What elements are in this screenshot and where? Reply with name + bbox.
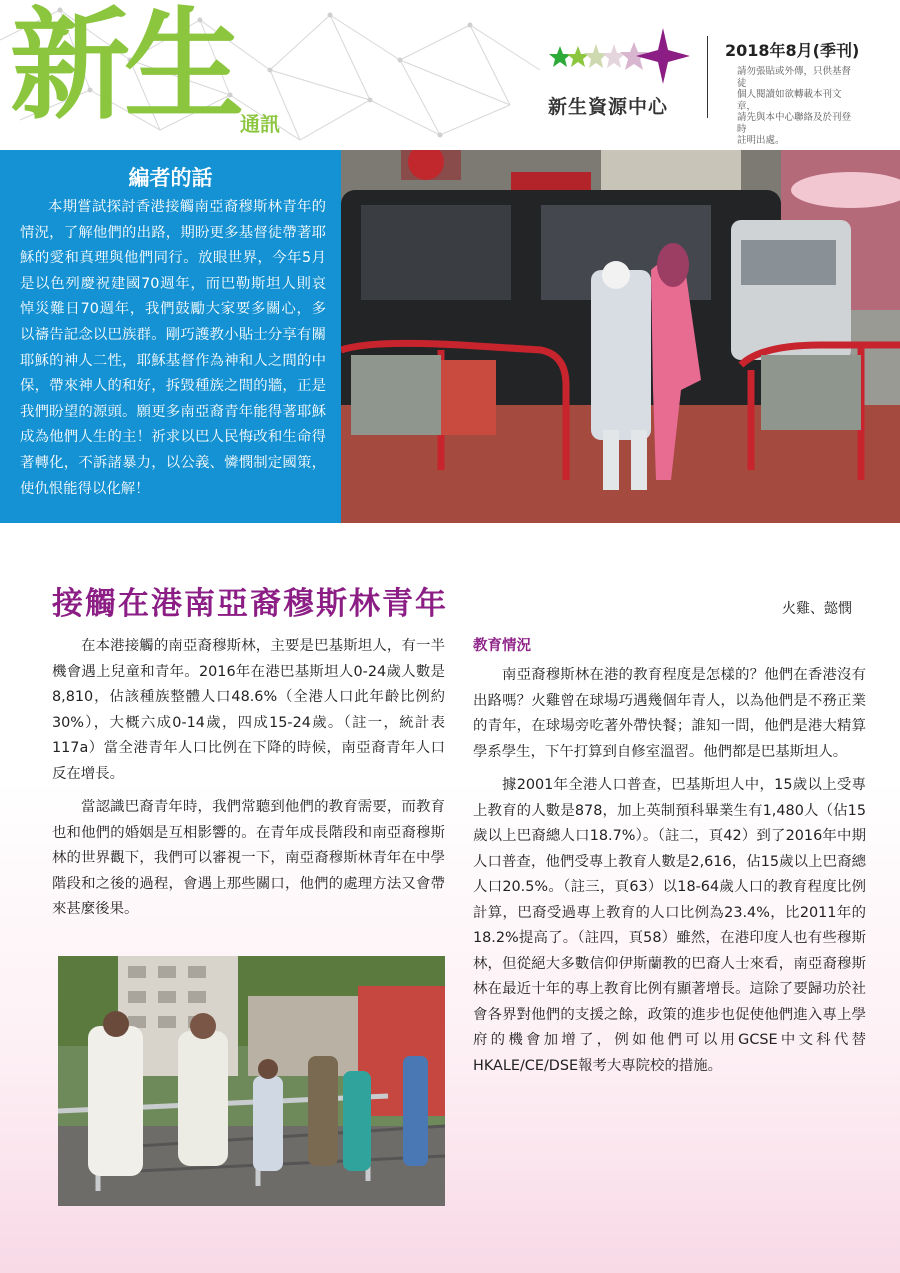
- header-divider: [707, 36, 708, 118]
- notice-line: 個人閱讀如欲轉載本刊文章，: [737, 89, 842, 112]
- masthead: [0, 0, 900, 150]
- editor-note-box: [0, 150, 341, 523]
- article-paragraph: 南亞裔穆斯林在港的教育程度是怎樣的？他們在香港沒有出路嗎？火雞曾在球場巧遇幾個年青人，以為他們是不務正業的青年，在球場旁吃著外帶快餐；誰知一問，他們是港大精算學系學生，下午打算到自修室溫習。他們都是巴基斯坦人。: [473, 667, 866, 760]
- notice-line: 請勿張貼或外傳，只供基督徒: [737, 66, 852, 89]
- issue-date: 2018年8月(季刊): [725, 41, 860, 60]
- street-scene-illustration: [341, 150, 900, 523]
- article-paragraph: 當認識巴裔青年時，我們常聽到他們的教育需要，而教育也和他們的婚姻是互相影響的。在青年成長階段和南亞裔穆斯林的世界觀下，我們可以審視一下，南亞裔穆斯林青年在中學階段和之後的過程，會遇上那些關口，他們的處理方法又會帶來甚麼後果。: [52, 799, 445, 917]
- notice-line: 請先與本中心聯絡及於刊登時: [737, 112, 852, 135]
- youth-photo: [58, 956, 445, 1206]
- section-subhead: 教育情況: [473, 638, 531, 654]
- article-paragraph: 在本港接觸的南亞裔穆斯林，主要是巴基斯坦人，有一半機會遇上兒童和青年。2016年在港巴基斯坦人0-24歲人數是8,810，佔該種族整體人口48.6%（全港人口此年齡比例約30%），大概六成0-14歲，四成15-24歲。（註一，統計表117a）當全港青年人口比例在下降的時候，南亞裔青年人口反在增長。: [52, 638, 445, 782]
- copyright-notice: [737, 66, 857, 147]
- masthead-title: 新生: [10, 0, 238, 136]
- article-author: 火雞、懿憫: [782, 601, 852, 617]
- street-photo: [341, 150, 900, 523]
- youth-scene-illustration: [58, 956, 445, 1206]
- article-column-right: [473, 634, 866, 1087]
- article-column-left: [52, 634, 445, 931]
- organization-name: 新生資源中心: [548, 96, 669, 118]
- notice-line: 註明出處。: [737, 135, 785, 146]
- masthead-subtitle: 通訊: [240, 112, 280, 136]
- editor-note-body: 本期嘗試探討香港接觸南亞裔穆斯林青年的情況，了解他們的出路，期盼更多基督徒帶著耶穌的愛和真理與他們同行。放眼世界，今年5月是以色列慶祝建國70週年，而巴勒斯坦人則哀悼災難日70週年，我們鼓勵大家要多關心，多以禱告記念以巴族群。剛巧護教小貼士分享有關耶穌的神人二性，耶穌基督作為神和人之間的中保，帶來神人的和好，拆毀種族之間的牆，正是我們盼望的源頭。願更多南亞裔青年能得著耶穌成為他們人生的主！祈求以巴人民悔改和生命得著轉化，不訴諸暴力，以公義、憐憫制定國策，使仇恨能得以化解！: [20, 199, 326, 497]
- star-logo-icon: [545, 28, 695, 88]
- article-headline: 接觸在港南亞裔穆斯林青年: [52, 586, 448, 622]
- article-paragraph: 據2001年全港人口普查，巴基斯坦人中，15歲以上受專上教育的人數是878，加上英制預科畢業生有1,480人（佔15歲以上巴裔總人口18.7%）。（註二，頁42）到了2016年中期人口普查，他們受專上教育人數是2,616，佔15歲以上巴裔總人口20.5%。（註三，頁63）以18-64歲人口的教育程度比例計算，巴裔受過專上教育的人口比例為23.4%，比2011年的18.2%提高了。（註四，頁58）雖然，在港印度人也有些穆斯林，但從絕大多數信仰伊斯蘭教的巴裔人士來看，南亞裔穆斯林在最近十年的專上教育比例有顯著增長。這除了要歸功於社會各界對他們的支援之餘，政策的進步也促使他們進入專上學府的機會加增了，例如他們可以用GCSE中文科代替HKALE/CE/DSE報考大專院校的措施。: [473, 777, 866, 1074]
- editor-note-title: 編者的話: [128, 165, 213, 190]
